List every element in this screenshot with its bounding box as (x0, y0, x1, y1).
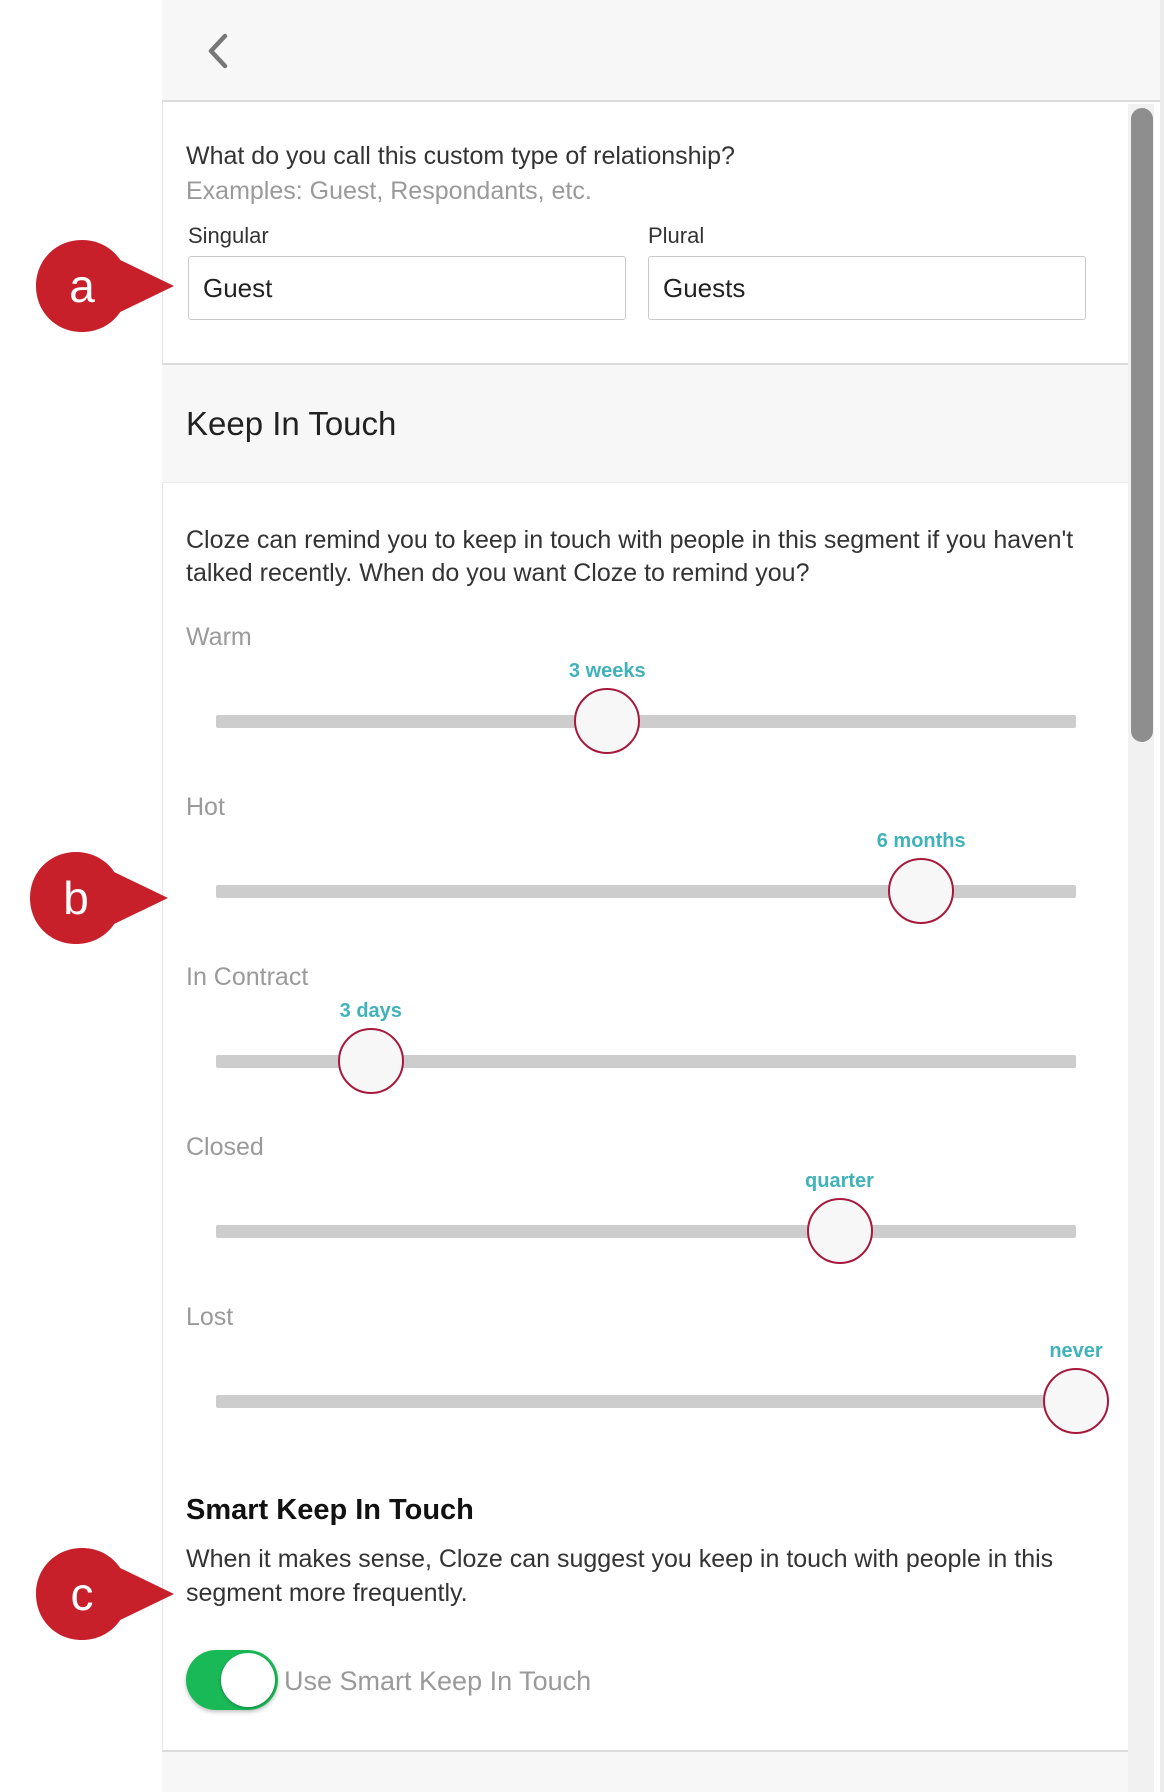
relationship-examples: Examples: Guest, Respondants, etc. (186, 177, 592, 205)
chevron-left-icon (207, 33, 229, 69)
singular-label: Singular (188, 223, 269, 248)
slider-label-in-contract: In Contract (186, 963, 309, 991)
slider-value-in-contract: 3 days (339, 1000, 402, 1022)
slider-thumb-hot[interactable] (888, 858, 954, 924)
slider-track-lost[interactable] (216, 1395, 1076, 1408)
slider-value-lost: never (1049, 1340, 1103, 1362)
keep-in-touch-header (162, 365, 1128, 483)
slider-value-hot: 6 months (876, 830, 966, 852)
scrollbar-thumb[interactable] (1131, 108, 1153, 742)
plural-label: Plural (648, 223, 705, 248)
marker-letter: c (70, 1568, 94, 1620)
singular-input[interactable] (188, 256, 626, 320)
slider-track-closed[interactable] (216, 1225, 1076, 1238)
annotation-marker-c (36, 1548, 176, 1640)
section-title: Keep In Touch (186, 405, 397, 442)
annotation-marker-a (36, 240, 176, 332)
marker-letter: a (69, 260, 95, 312)
annotation-marker-b (30, 852, 170, 944)
plural-input[interactable] (648, 256, 1086, 320)
toggle-knob (221, 1653, 275, 1707)
smart-keep-in-touch-toggle-label[interactable]: Use Smart Keep In Touch (284, 1666, 592, 1696)
smart-keep-in-touch-title: Smart Keep In Touch (186, 1494, 474, 1526)
slider-thumb-lost[interactable] (1043, 1368, 1109, 1434)
smart-keep-in-touch-toggle[interactable] (186, 1650, 278, 1710)
relationship-question: What do you call this custom type of relationship? (186, 142, 735, 170)
slider-value-warm: 3 weeks (568, 660, 646, 682)
slider-label-warm: Warm (186, 623, 252, 651)
marker-letter: b (63, 872, 89, 924)
slider-thumb-closed[interactable] (807, 1198, 873, 1264)
window-edge (1160, 0, 1164, 1792)
keep-in-touch-description: Cloze can remind you to keep in touch with people in this segment if you haven't talked recently. When do you want Cloze to remind you? (186, 526, 1074, 587)
slider-thumb-warm[interactable] (574, 688, 640, 754)
back-button[interactable] (198, 26, 238, 76)
smart-keep-in-touch-description: When it makes sense, Cloze can suggest you keep in touch with people in this segment more frequently. (186, 1545, 1054, 1607)
slider-thumb-in-contract[interactable] (338, 1028, 404, 1094)
slider-label-closed: Closed (186, 1133, 264, 1161)
slider-label-lost: Lost (186, 1303, 234, 1331)
slider-value-closed: quarter (805, 1170, 874, 1192)
panel-header (162, 0, 1160, 102)
next-section-header (162, 1752, 1128, 1792)
slider-track-warm[interactable] (216, 715, 1076, 728)
slider-label-hot: Hot (186, 793, 225, 821)
